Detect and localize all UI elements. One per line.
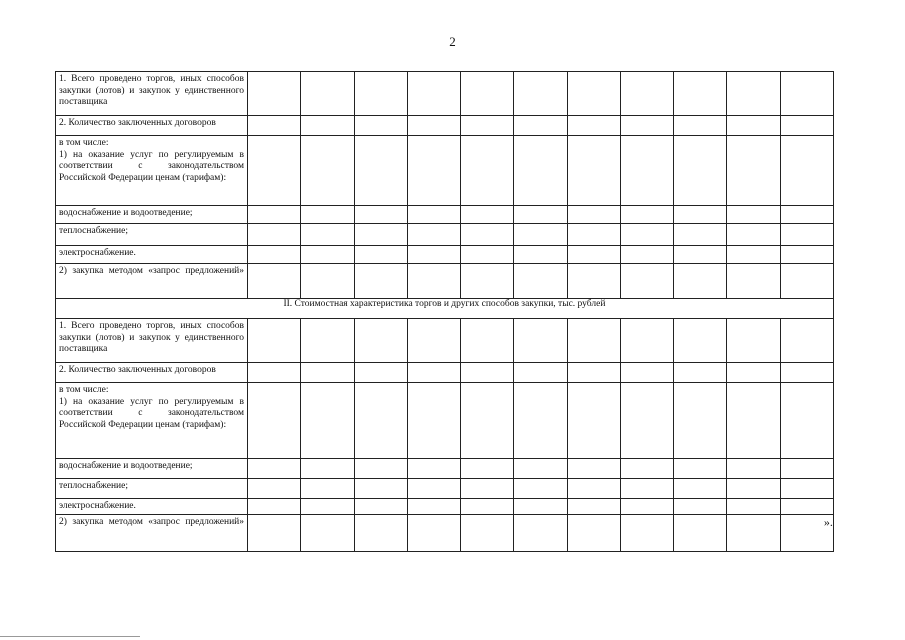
value-cell[interactable] [514,206,567,224]
value-cell[interactable] [780,383,833,459]
value-cell[interactable] [407,206,460,224]
value-cell[interactable] [780,459,833,479]
value-cell[interactable] [674,246,727,264]
value-cell[interactable] [301,136,354,206]
row-label-cell [56,116,248,136]
value-cell[interactable] [620,319,673,363]
value-cell[interactable] [620,383,673,459]
table-row [56,459,834,479]
row-label: 1. Всего проведено торгов, иных способов закупки (лотов) и закупок у единственного поставщика [59,74,244,107]
row-label: 2) закупка методом «запрос предложений» [59,517,244,527]
value-cell[interactable] [567,479,620,499]
value-cell[interactable] [461,515,514,552]
value-cell[interactable] [727,246,780,264]
value-cell[interactable] [567,264,620,299]
value-cell[interactable] [407,383,460,459]
value-cell[interactable] [567,319,620,363]
value-cell[interactable] [674,116,727,136]
row-label-cell [56,499,248,515]
value-cell[interactable] [301,383,354,459]
value-cell[interactable] [407,363,460,383]
value-cell[interactable] [248,363,301,383]
value-cell[interactable] [407,72,460,116]
value-cell[interactable] [727,224,780,246]
value-cell[interactable] [461,224,514,246]
value-cell[interactable] [567,499,620,515]
value-cell[interactable] [567,224,620,246]
value-cell[interactable] [674,206,727,224]
value-cell[interactable] [248,206,301,224]
table-row [56,116,834,136]
scan-edge-line [0,636,140,637]
value-cell[interactable] [780,264,833,299]
value-cell[interactable] [354,515,407,552]
value-cell[interactable] [461,319,514,363]
value-cell[interactable] [514,264,567,299]
value-cell[interactable] [620,499,673,515]
value-cell[interactable] [248,136,301,206]
value-cell[interactable] [620,246,673,264]
value-cell[interactable] [407,246,460,264]
table-row [56,246,834,264]
value-cell[interactable] [354,264,407,299]
value-cell[interactable] [727,136,780,206]
value-cell[interactable] [780,499,833,515]
value-cell[interactable] [248,499,301,515]
value-cell[interactable] [354,116,407,136]
value-cell[interactable] [248,224,301,246]
value-cell[interactable] [780,72,833,116]
value-cell[interactable] [248,246,301,264]
value-cell[interactable] [674,319,727,363]
value-cell[interactable] [301,206,354,224]
value-cell[interactable] [674,72,727,116]
row-label: электроснабжение. [59,248,136,258]
value-cell[interactable] [354,72,407,116]
row-label: теплоснабжение; [59,226,128,236]
value-cell[interactable] [514,319,567,363]
value-cell[interactable] [301,499,354,515]
row-label-cell [56,479,248,499]
value-cell[interactable] [674,459,727,479]
value-cell[interactable] [407,136,460,206]
value-cell[interactable] [248,116,301,136]
table-row [56,224,834,246]
row-label-cell [56,206,248,224]
value-cell[interactable] [620,459,673,479]
value-cell[interactable] [567,515,620,552]
value-cell[interactable] [248,459,301,479]
value-cell[interactable] [674,224,727,246]
section-title: II. Стоимостная характеристика торгов и других способов закупки, тыс. рублей [56,299,834,319]
table-row [56,479,834,499]
value-cell[interactable] [461,246,514,264]
procurement-table [55,71,834,552]
value-cell[interactable] [407,499,460,515]
value-cell[interactable] [674,363,727,383]
value-cell[interactable] [301,72,354,116]
value-cell[interactable] [354,319,407,363]
row-label-cell [56,264,248,299]
value-cell[interactable] [301,319,354,363]
row-label: 1. Всего проведено торгов, иных способов закупки (лотов) и закупок у единственного поставщика [59,321,244,354]
value-cell[interactable] [461,363,514,383]
row-label-cell [56,459,248,479]
value-cell[interactable] [727,206,780,224]
value-cell[interactable] [780,363,833,383]
row-label-cell [56,224,248,246]
value-cell[interactable] [620,224,673,246]
value-cell[interactable] [727,72,780,116]
value-cell[interactable] [301,479,354,499]
value-cell[interactable] [674,264,727,299]
closing-mark: ». [780,515,833,552]
value-cell[interactable] [407,224,460,246]
value-cell[interactable] [301,363,354,383]
value-cell[interactable] [354,363,407,383]
table-row [56,383,834,459]
value-cell[interactable] [727,319,780,363]
value-cell[interactable] [674,383,727,459]
value-cell[interactable] [248,515,301,552]
value-cell[interactable] [780,116,833,136]
section-title-row [56,299,834,319]
value-cell[interactable] [461,72,514,116]
value-cell[interactable] [514,515,567,552]
row-label: в том числе: 1) на оказание услуг по регулируемым в соответствии с законодательством Российской Федерации ценам (тарифам): [59,138,244,183]
value-cell[interactable] [461,136,514,206]
row-label-cell [56,363,248,383]
value-cell[interactable] [461,264,514,299]
value-cell[interactable] [248,264,301,299]
value-cell[interactable] [567,206,620,224]
value-cell[interactable] [461,479,514,499]
value-cell[interactable] [727,264,780,299]
table-row [56,264,834,299]
value-cell[interactable] [407,319,460,363]
value-cell[interactable] [248,383,301,459]
table-row [56,515,834,552]
value-cell[interactable] [620,363,673,383]
table-row [56,319,834,363]
value-cell[interactable] [461,206,514,224]
value-cell[interactable] [727,363,780,383]
value-cell[interactable] [567,136,620,206]
table-row [56,499,834,515]
row-label: водоснабжение и водоотведение; [59,208,193,218]
value-cell[interactable] [461,499,514,515]
value-cell[interactable] [407,479,460,499]
value-cell[interactable] [727,515,780,552]
value-cell[interactable] [780,479,833,499]
page-number: 2 [449,34,456,49]
row-label: 2) закупка методом «запрос предложений» [59,266,244,276]
value-cell[interactable] [407,515,460,552]
value-cell[interactable] [514,363,567,383]
value-cell[interactable] [301,515,354,552]
value-cell[interactable] [301,116,354,136]
row-label-cell [56,246,248,264]
value-cell[interactable] [461,383,514,459]
value-cell[interactable] [780,224,833,246]
value-cell[interactable] [567,116,620,136]
value-cell[interactable] [780,136,833,206]
value-cell[interactable] [514,459,567,479]
value-cell[interactable] [727,499,780,515]
value-cell[interactable] [620,136,673,206]
value-cell[interactable] [301,264,354,299]
row-label-cell [56,383,248,459]
value-cell[interactable] [620,515,673,552]
value-cell[interactable] [248,319,301,363]
value-cell[interactable] [620,206,673,224]
value-cell[interactable] [354,224,407,246]
row-label: водоснабжение и водоотведение; [59,461,193,471]
table-row [56,206,834,224]
value-cell[interactable] [727,459,780,479]
value-cell[interactable] [567,246,620,264]
value-cell[interactable] [780,206,833,224]
value-cell[interactable] [407,116,460,136]
value-cell[interactable] [567,459,620,479]
value-cell[interactable] [674,479,727,499]
value-cell[interactable] [514,246,567,264]
value-cell[interactable] [354,459,407,479]
table-row [56,363,834,383]
value-cell[interactable] [514,499,567,515]
value-cell[interactable] [354,136,407,206]
value-cell[interactable] [567,363,620,383]
table-row [56,72,834,116]
value-cell[interactable] [354,246,407,264]
row-label: в том числе: 1) на оказание услуг по регулируемым в соответствии с законодательством Российской Федерации ценам (тарифам): [59,385,244,430]
value-cell[interactable] [674,136,727,206]
row-label-cell [56,136,248,206]
value-cell[interactable] [354,479,407,499]
row-label-cell [56,72,248,116]
value-cell[interactable] [354,383,407,459]
row-label: 2. Количество заключенных договоров [59,365,216,375]
value-cell[interactable] [461,459,514,479]
value-cell[interactable] [354,499,407,515]
value-cell[interactable] [620,72,673,116]
value-cell[interactable] [354,206,407,224]
value-cell[interactable] [620,116,673,136]
value-cell[interactable] [301,459,354,479]
value-cell[interactable] [514,224,567,246]
value-cell[interactable] [620,479,673,499]
value-cell[interactable] [301,246,354,264]
value-cell[interactable] [407,264,460,299]
value-cell[interactable] [514,479,567,499]
value-cell[interactable] [620,264,673,299]
value-cell[interactable] [514,72,567,116]
value-cell[interactable] [514,116,567,136]
table-row [56,136,834,206]
value-cell[interactable] [727,479,780,499]
value-cell[interactable] [567,383,620,459]
value-cell[interactable] [461,116,514,136]
row-label: электроснабжение. [59,501,136,511]
row-label-cell [56,319,248,363]
row-label: 2. Количество заключенных договоров [59,118,216,128]
value-cell[interactable] [674,499,727,515]
value-cell[interactable] [407,459,460,479]
row-label-cell [56,515,248,552]
value-cell[interactable] [780,319,833,363]
value-cell[interactable] [248,72,301,116]
value-cell[interactable] [514,383,567,459]
value-cell[interactable] [727,383,780,459]
value-cell[interactable] [248,479,301,499]
value-cell[interactable] [514,136,567,206]
value-cell[interactable] [567,72,620,116]
row-label: теплоснабжение; [59,481,128,491]
value-cell[interactable] [727,116,780,136]
value-cell[interactable] [301,224,354,246]
value-cell[interactable] [780,246,833,264]
value-cell[interactable] [674,515,727,552]
